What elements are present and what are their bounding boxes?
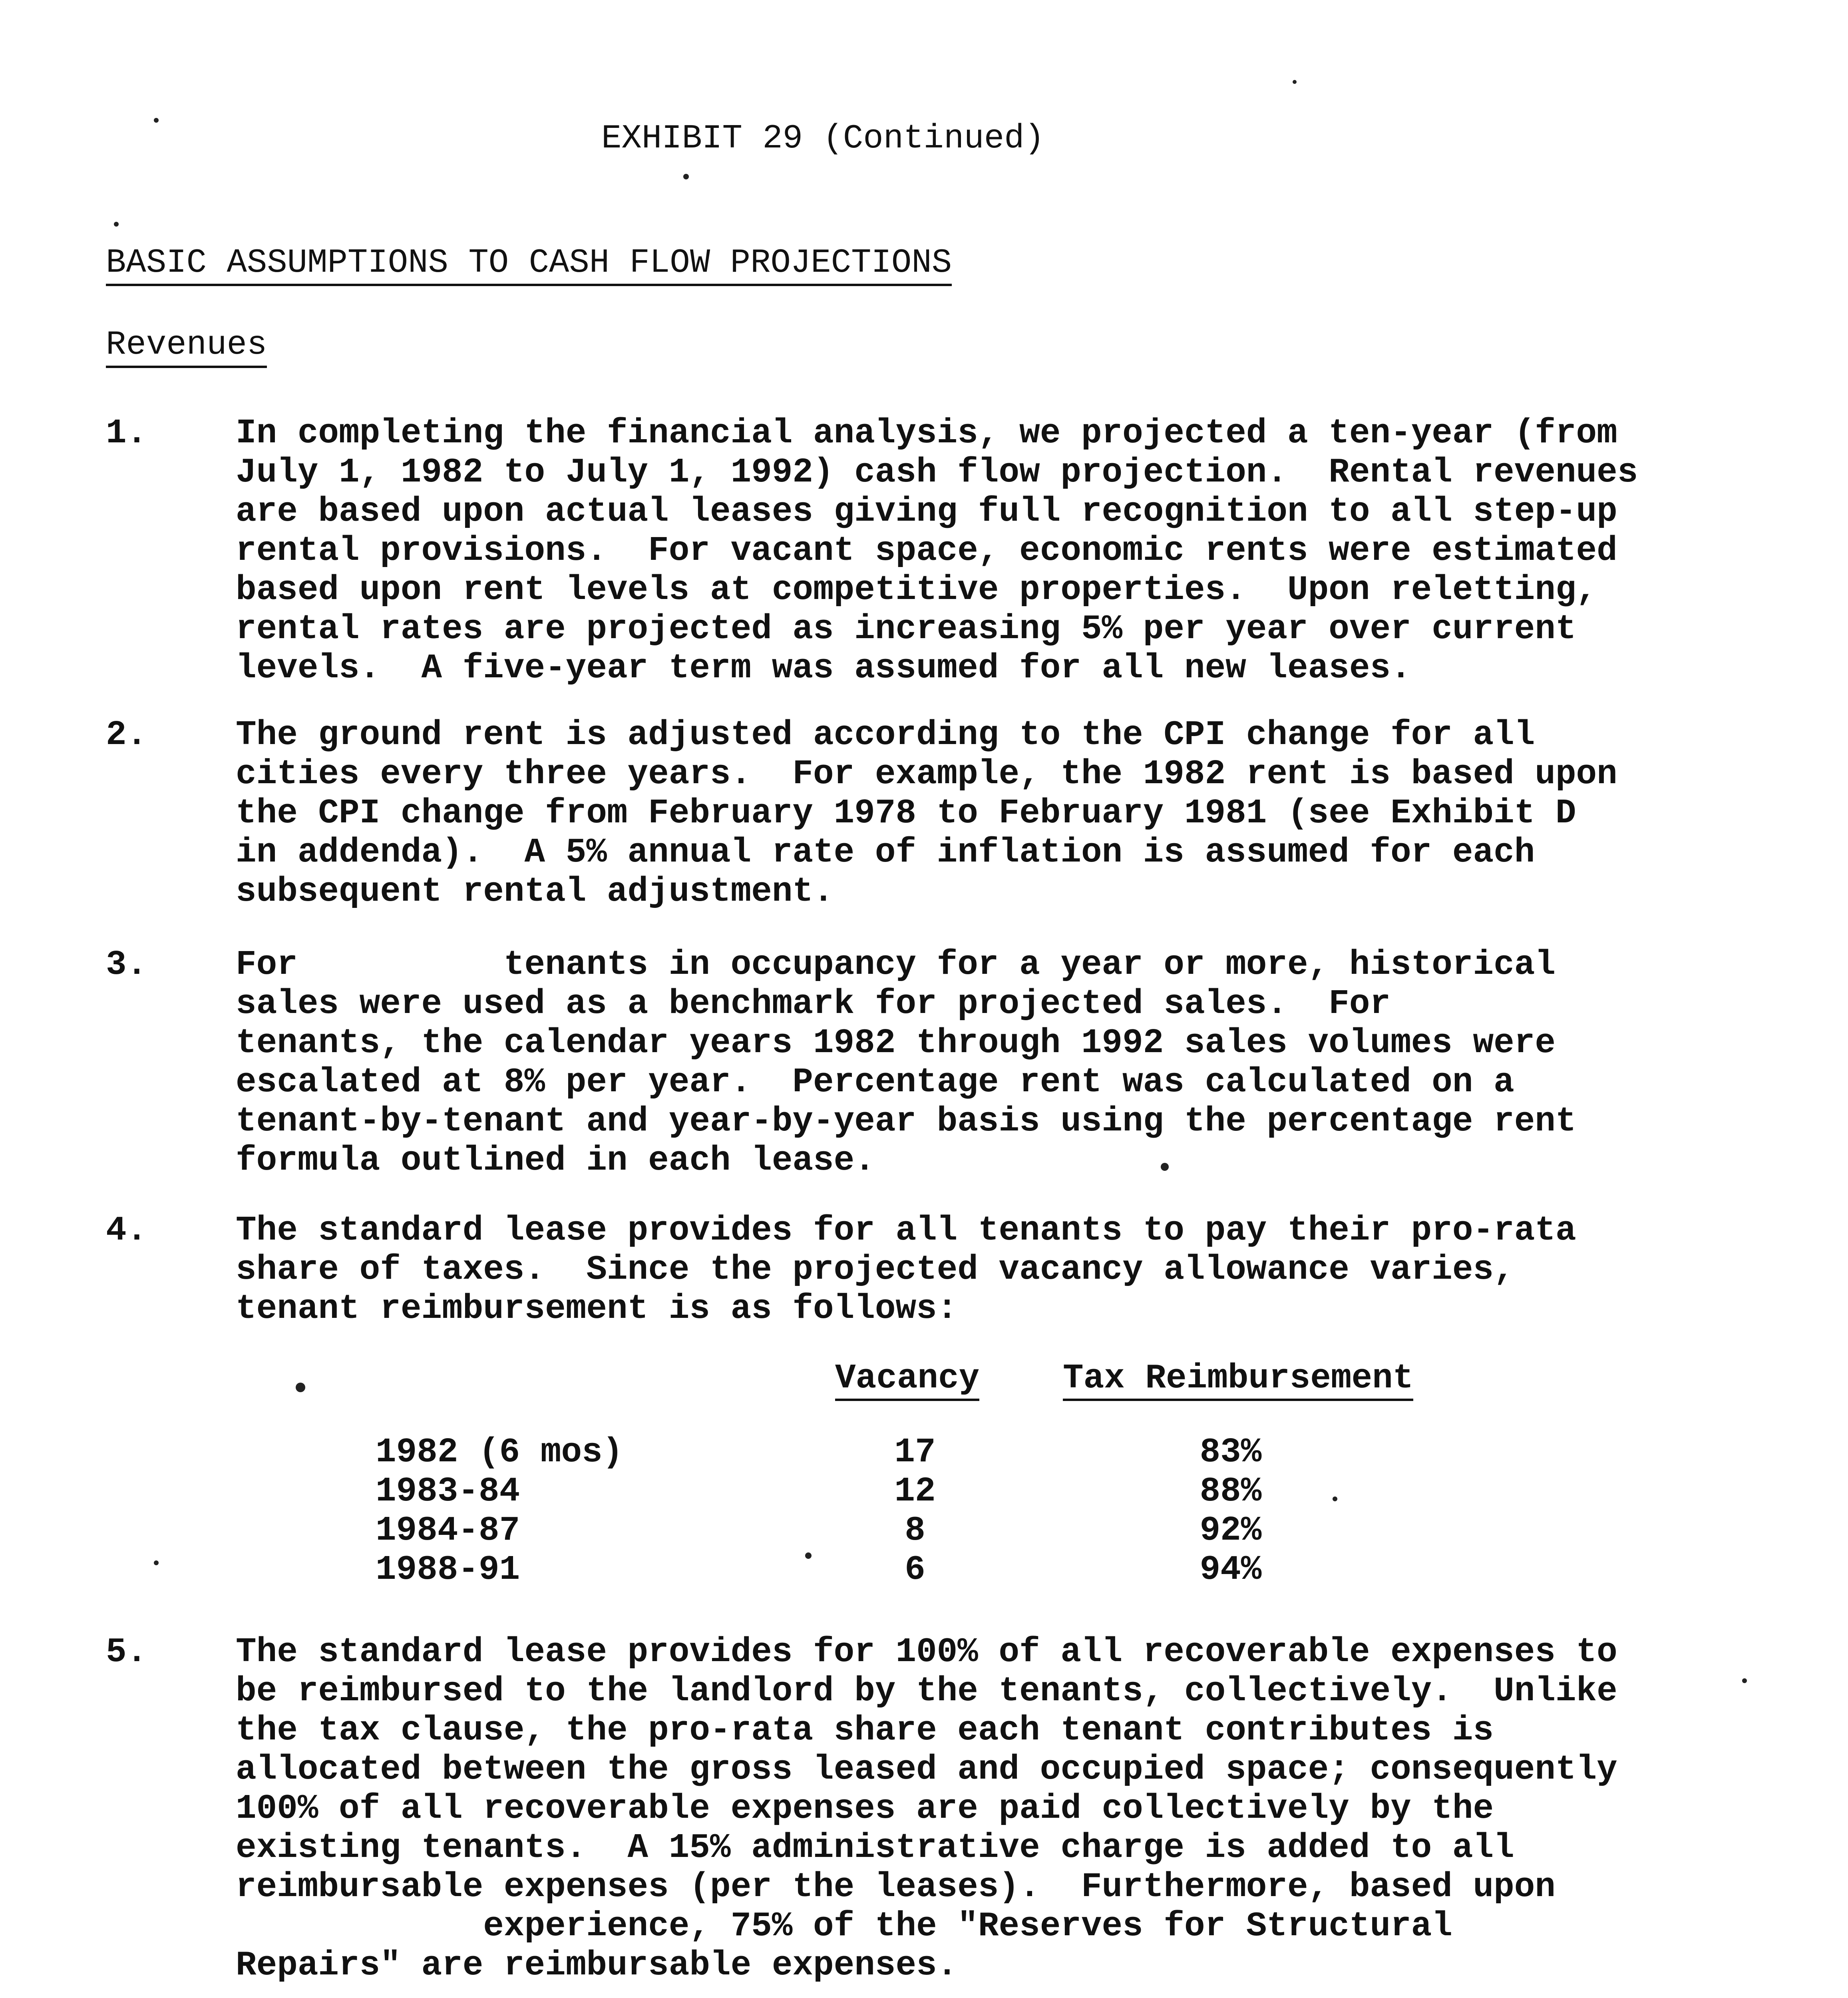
- paragraph-line: The ground rent is adjusted according to the CPI change for all: [236, 715, 1535, 754]
- vacancy-header: Vacancy: [835, 1359, 979, 1401]
- paragraph-line: For tenants in occupancy for a year or more, historical: [236, 945, 1556, 984]
- scan-speck: [154, 1560, 159, 1565]
- table-row-period: 1983-84: [376, 1472, 520, 1511]
- scan-speck: [1333, 1497, 1337, 1501]
- paragraph-line: share of taxes. Since the projected vacancy allowance varies,: [236, 1250, 1514, 1289]
- item-4-paragraph: [236, 1211, 1576, 1328]
- item-1-paragraph: [236, 414, 1638, 688]
- paragraph-line: The standard lease provides for all tenants to pay their pro-rata: [236, 1211, 1576, 1250]
- table-row-tax: 94%: [1200, 1550, 1262, 1589]
- paragraph-line: Repairs" are reimbursable expenses.: [236, 1946, 958, 1985]
- paragraph-line: escalated at 8% per year. Percentage rent was calculated on a: [236, 1063, 1514, 1102]
- paragraph-line: based upon rent levels at competitive properties. Upon reletting,: [236, 570, 1597, 609]
- scan-speck: [1161, 1163, 1169, 1171]
- paragraph-line: the tax clause, the pro-rata share each tenant contributes is: [236, 1711, 1494, 1750]
- paragraph-line: in addenda). A 5% annual rate of inflation is assumed for each: [236, 833, 1535, 872]
- paragraph-line: 100% of all recoverable expenses are paid collectively by the: [236, 1789, 1494, 1828]
- paragraph-line: In completing the financial analysis, we projected a ten-year (from: [236, 414, 1617, 453]
- paragraph-line: allocated between the gross leased and occupied space; consequently: [236, 1750, 1617, 1789]
- item-4-number: 4.: [106, 1211, 147, 1250]
- paragraph-line: formula outlined in each lease.: [236, 1141, 875, 1180]
- table-row-tax: 83%: [1200, 1433, 1262, 1472]
- paragraph-line: tenant-by-tenant and year-by-year basis using the percentage rent: [236, 1102, 1576, 1141]
- item-3-number: 3.: [106, 945, 147, 984]
- scan-speck: [114, 222, 119, 227]
- paragraph-line: are based upon actual leases giving full recognition to all step-up: [236, 492, 1617, 531]
- paragraph-line: rental provisions. For vacant space, economic rents were estimated: [236, 531, 1617, 570]
- scan-speck: [1293, 80, 1297, 84]
- tax-reimbursement-header: Tax Reimbursement: [1063, 1359, 1413, 1401]
- item-3-paragraph: [236, 945, 1576, 1180]
- item-2-paragraph: [236, 715, 1617, 911]
- scan-speck: [683, 174, 689, 179]
- paragraph-line: reimbursable expenses (per the leases). Furthermore, based upon: [236, 1867, 1556, 1906]
- paragraph-line: experience, 75% of the "Reserves for Structural: [236, 1906, 1452, 1946]
- item-5-number: 5.: [106, 1632, 147, 1672]
- table-row-period: 1982 (6 mos): [376, 1433, 623, 1472]
- paragraph-line: be reimbursed to the landlord by the tenants, collectively. Unlike: [236, 1672, 1617, 1711]
- table-row-vacancy: 8: [905, 1511, 925, 1550]
- exhibit-title: EXHIBIT 29 (Continued): [601, 120, 1044, 158]
- paragraph-line: July 1, 1982 to July 1, 1992) cash flow projection. Rental revenues: [236, 453, 1638, 492]
- paragraph-line: levels. A five-year term was assumed for all new leases.: [236, 649, 1411, 688]
- paragraph-line: rental rates are projected as increasing 5% per year over current: [236, 609, 1576, 649]
- table-row-period: 1984-87: [376, 1511, 520, 1550]
- item-2-number: 2.: [106, 715, 147, 754]
- table-row-tax: 92%: [1200, 1511, 1262, 1550]
- scan-speck: [154, 118, 159, 123]
- scan-speck: [1742, 1678, 1747, 1683]
- paragraph-line: The standard lease provides for 100% of all recoverable expenses to: [236, 1632, 1617, 1672]
- item-1-number: 1.: [106, 414, 147, 453]
- scan-speck: [805, 1552, 812, 1559]
- table-row-vacancy: 17: [894, 1433, 936, 1472]
- table-row-tax: 88%: [1200, 1472, 1262, 1511]
- paragraph-line: tenant reimbursement is as follows:: [236, 1289, 958, 1328]
- table-row-vacancy: 6: [905, 1550, 925, 1589]
- section-heading: BASIC ASSUMPTIONS TO CASH FLOW PROJECTIONS: [106, 244, 952, 286]
- table-row-vacancy: 12: [894, 1472, 936, 1511]
- paragraph-line: cities every three years. For example, the 1982 rent is based upon: [236, 754, 1617, 794]
- paragraph-line: subsequent rental adjustment.: [236, 872, 834, 911]
- paragraph-line: existing tenants. A 15% administrative charge is added to all: [236, 1828, 1514, 1867]
- scan-speck: [296, 1383, 305, 1392]
- paragraph-line: tenants, the calendar years 1982 through 1992 sales volumes were: [236, 1023, 1556, 1063]
- item-5-paragraph: [236, 1632, 1617, 1985]
- paragraph-line: the CPI change from February 1978 to February 1981 (see Exhibit D: [236, 794, 1576, 833]
- revenues-subheading: Revenues: [106, 326, 267, 368]
- table-row-period: 1988-91: [376, 1550, 520, 1589]
- paragraph-line: sales were used as a benchmark for projected sales. For: [236, 984, 1391, 1023]
